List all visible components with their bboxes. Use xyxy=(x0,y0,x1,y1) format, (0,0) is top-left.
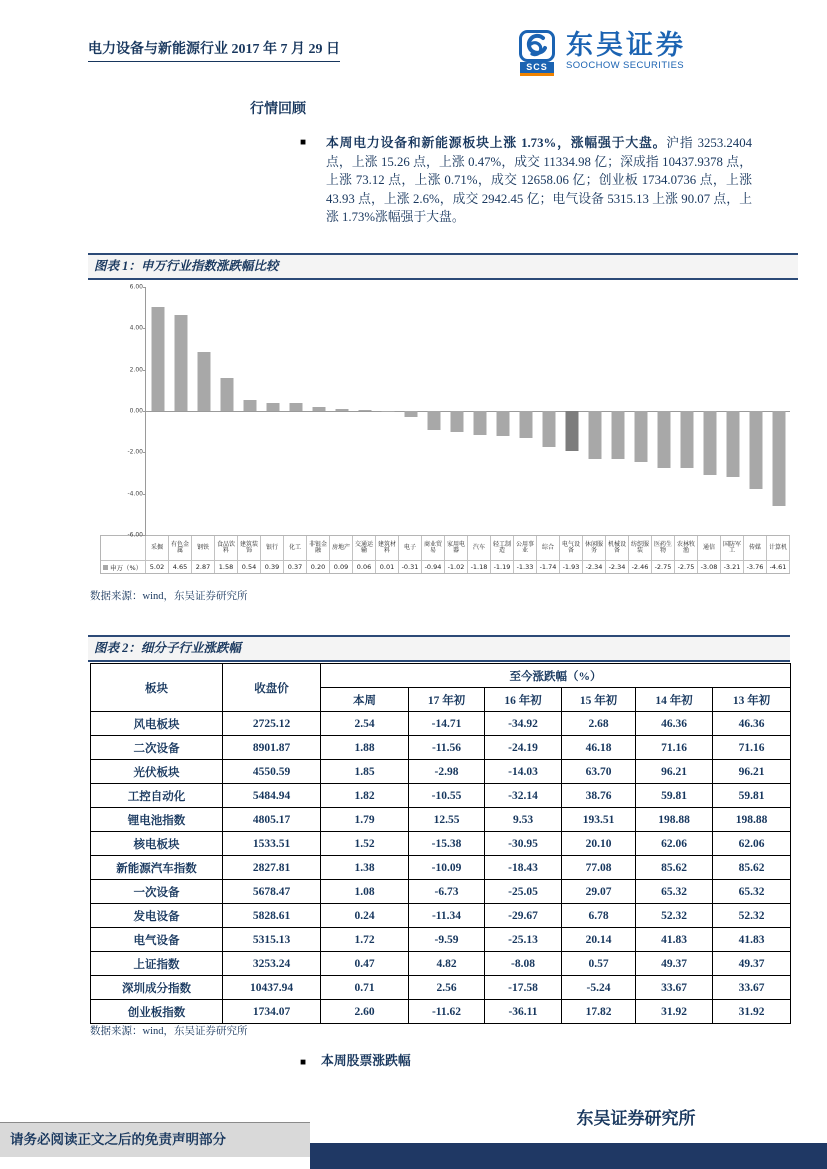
chart-value-cell: -1.18 xyxy=(468,561,491,573)
chart-bar xyxy=(404,411,417,417)
sub-column-header: 15 年初 xyxy=(562,688,636,712)
change-value-cell: -29.67 xyxy=(485,904,562,928)
change-value-cell: 71.16 xyxy=(636,736,713,760)
change-value-cell: 1.08 xyxy=(321,880,409,904)
close-price-cell: 8901.87 xyxy=(223,736,321,760)
chart-bar-slot xyxy=(698,287,721,535)
chart-value-cell: -3.08 xyxy=(698,561,721,573)
chart-value-cell: -4.61 xyxy=(767,561,790,573)
chart-bar-slot xyxy=(422,287,445,535)
close-price-cell: 4550.59 xyxy=(223,760,321,784)
chart-value-cell: -3.76 xyxy=(744,561,767,573)
y-axis-tick-label: -4.00 xyxy=(127,490,143,498)
chart-plot-area xyxy=(127,283,790,539)
chart-bar-slot xyxy=(445,287,468,535)
chart-bar-slot xyxy=(284,287,307,535)
chart-category-cell: 休闲服务 xyxy=(583,536,606,561)
chart-category-cell: 有色金属 xyxy=(169,536,192,561)
change-value-cell: 1.79 xyxy=(321,808,409,832)
change-value-cell: 65.32 xyxy=(713,880,791,904)
close-price-cell: 5678.47 xyxy=(223,880,321,904)
y-axis-tick-mark xyxy=(143,328,146,329)
chart-bar-slot xyxy=(468,287,491,535)
chart-bar-slot xyxy=(238,287,261,535)
chart-category-cell: 汽车 xyxy=(468,536,491,561)
logo-text xyxy=(566,30,686,71)
change-value-cell: 6.78 xyxy=(562,904,636,928)
chart-category-cell: 国防军工 xyxy=(721,536,744,561)
y-axis-tick-mark xyxy=(143,452,146,453)
chart-bar-slot xyxy=(767,287,790,535)
change-value-cell: 1.82 xyxy=(321,784,409,808)
chart-value-cell: 1.58 xyxy=(215,561,238,573)
change-value-cell: 20.10 xyxy=(562,832,636,856)
chart-bar-slot xyxy=(399,287,422,535)
chart-value-cell: 0.37 xyxy=(284,561,307,573)
chart-bar-slot xyxy=(146,287,169,535)
change-value-cell: -5.24 xyxy=(562,976,636,1000)
chart-bar xyxy=(289,403,302,411)
chart-value-cell: -2.75 xyxy=(652,561,675,573)
change-value-cell: -17.58 xyxy=(485,976,562,1000)
chart-category-cell: 钢铁 xyxy=(192,536,215,561)
chart-value-cell: 0.20 xyxy=(307,561,330,573)
chart-table-corner xyxy=(101,536,146,561)
figure1-title-bar xyxy=(88,253,798,280)
chart-bar xyxy=(473,411,486,435)
change-value-cell: 1.88 xyxy=(321,736,409,760)
change-value-cell: 0.47 xyxy=(321,952,409,976)
logo-name-cn: 东吴证券 xyxy=(566,30,686,60)
chart-value-cell: -1.19 xyxy=(491,561,514,573)
sector-cell: 深圳成分指数 xyxy=(91,976,223,1000)
chart-bar xyxy=(220,378,233,411)
change-value-cell: -32.14 xyxy=(485,784,562,808)
change-value-cell: 1.52 xyxy=(321,832,409,856)
close-price-cell: 4805.17 xyxy=(223,808,321,832)
chart-bar xyxy=(703,411,716,475)
close-price-cell: 2827.81 xyxy=(223,856,321,880)
change-value-cell: 0.24 xyxy=(321,904,409,928)
chart-bar xyxy=(312,407,325,411)
change-value-cell: 31.92 xyxy=(636,1000,713,1024)
chart-category-cell: 电子 xyxy=(399,536,422,561)
change-value-cell: -30.95 xyxy=(485,832,562,856)
chart-category-cell: 非银金融 xyxy=(307,536,330,561)
close-price-cell: 3253.24 xyxy=(223,952,321,976)
change-value-cell: -18.43 xyxy=(485,856,562,880)
y-axis-tick-label: -6.00 xyxy=(127,531,143,539)
chart-category-cell: 采掘 xyxy=(146,536,169,561)
change-value-cell: 198.88 xyxy=(713,808,791,832)
table-header-row-1 xyxy=(91,664,791,688)
change-value-cell: 1.72 xyxy=(321,928,409,952)
chart-bar-slot xyxy=(307,287,330,535)
change-value-cell: 63.70 xyxy=(562,760,636,784)
chart-value-cell: 0.06 xyxy=(353,561,376,573)
chart-bar xyxy=(542,411,555,447)
change-value-cell: 52.32 xyxy=(713,904,791,928)
chart-legend-cell xyxy=(101,561,146,573)
y-axis-tick-label: 6.00 xyxy=(129,283,143,291)
change-value-cell: 85.62 xyxy=(713,856,791,880)
y-axis-tick-mark xyxy=(143,494,146,495)
weekly-stock-change-label: 本周股票涨跌幅 xyxy=(321,1054,411,1068)
change-value-cell: 96.21 xyxy=(713,760,791,784)
chart-bar xyxy=(496,411,509,436)
y-axis-tick-label: 0.00 xyxy=(129,407,143,415)
change-value-cell: 96.21 xyxy=(636,760,713,784)
chart-bar-slot xyxy=(261,287,284,535)
chart-category-cell: 公用事业 xyxy=(514,536,537,561)
table-row xyxy=(91,712,791,736)
close-price-cell: 5828.61 xyxy=(223,904,321,928)
figure2-title: 图表 2：细分子行业涨跌幅 xyxy=(94,641,241,655)
intro-rest: 沪指 3253.2404 点，上涨 15.26 点，上涨 0.47%，成交 11334.98 亿；深成指 10437.9378 点，上涨 73.12 点，上涨 0.71%，成交 12658.06 亿；创业板 1734.0736 点，上涨 43.93 点，上涨 2.6%，成交 2942.45 亿；电气设备 5315.13 上涨 90.07 点，上涨 1.73%涨幅强于大盘。 xyxy=(326,136,753,225)
chart-bar xyxy=(588,411,601,459)
change-value-cell: 62.06 xyxy=(713,832,791,856)
close-price-cell: 1734.07 xyxy=(223,1000,321,1024)
change-value-cell: 193.51 xyxy=(562,808,636,832)
change-value-cell: 2.60 xyxy=(321,1000,409,1024)
change-value-cell: 9.53 xyxy=(485,808,562,832)
change-value-cell: 2.54 xyxy=(321,712,409,736)
chart-value-cell: -2.34 xyxy=(583,561,606,573)
table-row xyxy=(91,1000,791,1024)
chart-category-cell: 交通运输 xyxy=(353,536,376,561)
change-value-cell: 2.56 xyxy=(409,976,485,1000)
sector-cell: 新能源汽车指数 xyxy=(91,856,223,880)
sub-column-header: 16 年初 xyxy=(485,688,562,712)
change-value-cell: -9.59 xyxy=(409,928,485,952)
intro-text xyxy=(326,134,752,227)
table-row xyxy=(91,784,791,808)
footer-navy-bar xyxy=(310,1143,827,1169)
chart-value-cell: -1.74 xyxy=(537,561,560,573)
figure1-title: 图表 1：申万行业指数涨跌幅比较 xyxy=(94,259,279,273)
sector-cell: 核电板块 xyxy=(91,832,223,856)
footer-disclaimer: 请务必阅读正文之后的免责声明部分 xyxy=(0,1122,310,1157)
change-value-cell: 29.07 xyxy=(562,880,636,904)
chart-category-cell: 综合 xyxy=(537,536,560,561)
chart-bar xyxy=(634,411,647,462)
chart-category-cell: 通信 xyxy=(698,536,721,561)
change-value-cell: 85.62 xyxy=(636,856,713,880)
change-value-cell: 20.14 xyxy=(562,928,636,952)
chart-category-cell: 食品饮料 xyxy=(215,536,238,561)
close-price-cell: 5315.13 xyxy=(223,928,321,952)
change-value-cell: 46.36 xyxy=(713,712,791,736)
chart-bar xyxy=(680,411,693,468)
chart-value-cell: 2.87 xyxy=(192,561,215,573)
y-axis-tick-label: -2.00 xyxy=(127,448,143,456)
chart-category-cell: 银行 xyxy=(261,536,284,561)
chart-value-cell: -2.75 xyxy=(675,561,698,573)
change-value-cell: -36.11 xyxy=(485,1000,562,1024)
square-bullet-icon: ■ xyxy=(300,137,307,148)
change-value-cell: 59.81 xyxy=(713,784,791,808)
change-value-cell: -6.73 xyxy=(409,880,485,904)
sub-column-header: 13 年初 xyxy=(713,688,791,712)
sector-cell: 光伏板块 xyxy=(91,760,223,784)
section-title-market-review: 行情回顾 xyxy=(250,102,306,117)
chart-value-cell: 0.54 xyxy=(238,561,261,573)
chart-bar-slot xyxy=(330,287,353,535)
change-value-cell: 0.71 xyxy=(321,976,409,1000)
chart-bar xyxy=(266,403,279,411)
change-value-cell: 12.55 xyxy=(409,808,485,832)
chart-value-cell: 5.02 xyxy=(146,561,169,573)
chart-bar xyxy=(772,411,785,506)
change-value-cell: -25.05 xyxy=(485,880,562,904)
sub-column-header: 本周 xyxy=(321,688,409,712)
soochow-securities-logo xyxy=(514,30,686,76)
chart-category-cell: 房地产 xyxy=(330,536,353,561)
chart-value-cell: -0.31 xyxy=(399,561,422,573)
change-value-cell: 46.18 xyxy=(562,736,636,760)
chart-category-cell: 轻工制造 xyxy=(491,536,514,561)
y-axis-tick-label: 2.00 xyxy=(129,366,143,374)
sector-cell: 上证指数 xyxy=(91,952,223,976)
chart-bar-slot xyxy=(629,287,652,535)
chart-category-cell: 建筑材料 xyxy=(376,536,399,561)
chart-bar xyxy=(427,411,440,430)
close-price-cell: 10437.94 xyxy=(223,976,321,1000)
col-header-close: 收盘价 xyxy=(223,664,321,712)
table-row xyxy=(91,976,791,1000)
chart-category-cell: 机械设备 xyxy=(606,536,629,561)
chart-value-cell: 4.65 xyxy=(169,561,192,573)
logo-name-en: SOOCHOW SECURITIES xyxy=(566,60,685,71)
chart-bars xyxy=(146,287,790,535)
chart-bar-slot xyxy=(192,287,215,535)
table-row xyxy=(91,952,791,976)
chart-value-cell: -0.94 xyxy=(422,561,445,573)
change-value-cell: 52.32 xyxy=(636,904,713,928)
chart-value-cell: 0.01 xyxy=(376,561,399,573)
table-row xyxy=(91,736,791,760)
logo-mark xyxy=(514,30,560,76)
square-bullet-icon: ■ xyxy=(300,1057,307,1068)
change-value-cell: 59.81 xyxy=(636,784,713,808)
chart-bar-slot xyxy=(491,287,514,535)
table-row xyxy=(91,880,791,904)
footer-research-institute: 东吴证券研究所 xyxy=(576,1109,696,1128)
table-row xyxy=(91,760,791,784)
change-value-cell: 65.32 xyxy=(636,880,713,904)
change-value-cell: 49.37 xyxy=(713,952,791,976)
figure2-title-bar xyxy=(88,635,790,662)
chart-bar-slot xyxy=(560,287,583,535)
close-price-cell: 5484.94 xyxy=(223,784,321,808)
sector-cell: 工控自动化 xyxy=(91,784,223,808)
chart-category-cell: 商业贸易 xyxy=(422,536,445,561)
change-value-cell: -11.62 xyxy=(409,1000,485,1024)
change-value-cell: -25.13 xyxy=(485,928,562,952)
chart-value-cell: -2.46 xyxy=(629,561,652,573)
chart-bar-slot xyxy=(583,287,606,535)
chart-bar-slot xyxy=(215,287,238,535)
chart-bar-slot xyxy=(537,287,560,535)
change-value-cell: 62.06 xyxy=(636,832,713,856)
chart-category-cell: 家用电器 xyxy=(445,536,468,561)
swirl-logo-icon xyxy=(519,30,555,62)
chart-bar-slot xyxy=(169,287,192,535)
chart-bar-slot xyxy=(721,287,744,535)
chart-category-cell: 传媒 xyxy=(744,536,767,561)
table-row xyxy=(91,808,791,832)
change-value-cell: -10.09 xyxy=(409,856,485,880)
change-value-cell: 33.67 xyxy=(713,976,791,1000)
change-value-cell: -8.08 xyxy=(485,952,562,976)
chart-bar xyxy=(243,400,256,411)
change-value-cell: 0.57 xyxy=(562,952,636,976)
chart-bar xyxy=(611,411,624,459)
chart-bar xyxy=(657,411,670,468)
table-row xyxy=(91,832,791,856)
sector-cell: 发电设备 xyxy=(91,904,223,928)
change-value-cell: 38.76 xyxy=(562,784,636,808)
close-price-cell: 1533.51 xyxy=(223,832,321,856)
chart-bar-slot xyxy=(675,287,698,535)
sector-cell: 风电板块 xyxy=(91,712,223,736)
change-value-cell: -14.03 xyxy=(485,760,562,784)
change-value-cell: 49.37 xyxy=(636,952,713,976)
chart-value-cell: -3.21 xyxy=(721,561,744,573)
change-value-cell: 46.36 xyxy=(636,712,713,736)
chart-bar xyxy=(450,411,463,432)
chart-category-cell: 化工 xyxy=(284,536,307,561)
sector-cell: 电气设备 xyxy=(91,928,223,952)
chart-category-cell: 建筑装饰 xyxy=(238,536,261,561)
y-axis-tick-mark xyxy=(143,535,146,536)
chart-category-cell: 农林牧渔 xyxy=(675,536,698,561)
chart-bar xyxy=(726,411,739,477)
change-value-cell: -24.19 xyxy=(485,736,562,760)
col-header-group: 至今涨跌幅（%） xyxy=(321,664,791,688)
chart-category-cell: 纺织服装 xyxy=(629,536,652,561)
chart-bar-slot xyxy=(652,287,675,535)
change-value-cell: -2.98 xyxy=(409,760,485,784)
figure1-source: 数据来源：wind，东吴证券研究所 xyxy=(90,591,248,602)
chart-bar xyxy=(197,352,210,411)
chart-bar-slot xyxy=(744,287,767,535)
chart-bar xyxy=(174,315,187,411)
chart-bar-slot xyxy=(376,287,399,535)
chart-bar xyxy=(749,411,762,489)
chart-category-cell: 计算机 xyxy=(767,536,790,561)
change-value-cell: 1.38 xyxy=(321,856,409,880)
chart-value-cell: 0.09 xyxy=(330,561,353,573)
y-axis-tick-label: 4.00 xyxy=(129,324,143,332)
sector-cell: 创业板指数 xyxy=(91,1000,223,1024)
change-value-cell: -11.56 xyxy=(409,736,485,760)
chart-bar-slot xyxy=(353,287,376,535)
sub-industry-table xyxy=(90,663,791,1024)
intro-lead: 本周电力设备和新能源板块上涨 1.73%，涨幅强于大盘。 xyxy=(326,136,667,150)
sector-cell: 一次设备 xyxy=(91,880,223,904)
chart-value-cell: 0.39 xyxy=(261,561,284,573)
sector-cell: 二次设备 xyxy=(91,736,223,760)
y-axis-tick-mark xyxy=(143,287,146,288)
chart-bar xyxy=(335,409,348,411)
change-value-cell: -15.38 xyxy=(409,832,485,856)
sector-cell: 锂电池指数 xyxy=(91,808,223,832)
report-title: 电力设备与新能源行业 2017 年 7 月 29 日 xyxy=(88,38,340,62)
chart-value-cell: -1.02 xyxy=(445,561,468,573)
chart-value-cell: -1.33 xyxy=(514,561,537,573)
change-value-cell: 31.92 xyxy=(713,1000,791,1024)
chart-bar-slot xyxy=(606,287,629,535)
change-value-cell: -14.71 xyxy=(409,712,485,736)
change-value-cell: 71.16 xyxy=(713,736,791,760)
change-value-cell: 17.82 xyxy=(562,1000,636,1024)
change-value-cell: 198.88 xyxy=(636,808,713,832)
change-value-cell: 77.08 xyxy=(562,856,636,880)
change-value-cell: 4.82 xyxy=(409,952,485,976)
change-value-cell: -10.55 xyxy=(409,784,485,808)
sub-column-header: 14 年初 xyxy=(636,688,713,712)
y-axis-tick-mark xyxy=(143,411,146,412)
chart-bar xyxy=(358,410,371,411)
change-value-cell: -34.92 xyxy=(485,712,562,736)
close-price-cell: 2725.12 xyxy=(223,712,321,736)
chart-value-cell: -1.93 xyxy=(560,561,583,573)
chart-category-cell: 电气设备 xyxy=(560,536,583,561)
table-row xyxy=(91,928,791,952)
col-header-sector: 板块 xyxy=(91,664,223,712)
figure2-source: 数据来源：wind，东吴证券研究所 xyxy=(90,1026,248,1037)
legend-label: 申万（%） xyxy=(110,563,143,572)
chart-bar xyxy=(519,411,532,438)
chart-bar xyxy=(151,307,164,411)
y-axis-tick-mark xyxy=(143,370,146,371)
table-row xyxy=(91,904,791,928)
weekly-stock-change-heading xyxy=(300,1050,411,1069)
chart-data-table xyxy=(100,535,790,574)
change-value-cell: 33.67 xyxy=(636,976,713,1000)
chart-value-cell: -2.34 xyxy=(606,561,629,573)
legend-swatch-icon xyxy=(103,565,108,570)
chart-bar xyxy=(565,411,578,451)
sub-column-header: 17 年初 xyxy=(409,688,485,712)
change-value-cell: 1.85 xyxy=(321,760,409,784)
chart-category-cell: 医药生物 xyxy=(652,536,675,561)
change-value-cell: -11.34 xyxy=(409,904,485,928)
table-row xyxy=(91,856,791,880)
chart-bar-slot xyxy=(514,287,537,535)
change-value-cell: 2.68 xyxy=(562,712,636,736)
logo-scs-text: SCS xyxy=(520,62,554,76)
intro-paragraph xyxy=(300,134,752,227)
sw-industry-bar-chart xyxy=(100,283,790,574)
change-value-cell: 41.83 xyxy=(713,928,791,952)
change-value-cell: 41.83 xyxy=(636,928,713,952)
